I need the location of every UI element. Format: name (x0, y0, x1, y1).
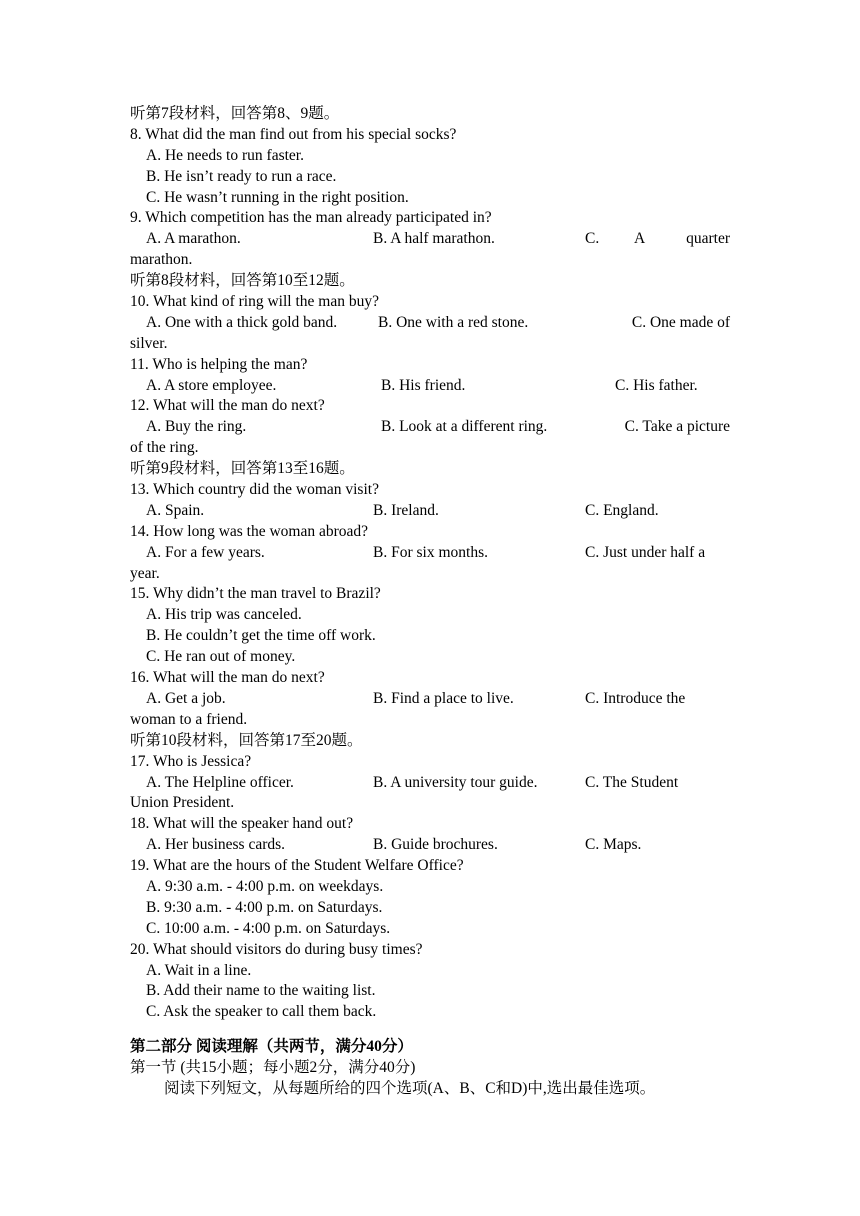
option: B. One with a red stone. (378, 313, 529, 331)
option: A. One with a thick gold band. (146, 313, 338, 331)
instruction: 阅读下列短文，从每题所给的四个选项(A、B、C和D)中,选出最佳选项。 (164, 1079, 656, 1097)
section-header: 听第10段材料，回答第17至20题。 (130, 731, 363, 749)
option-continuation: silver. (130, 334, 168, 352)
option: B. A half marathon. (373, 230, 495, 248)
option: B. Guide brochures. (373, 836, 498, 854)
option-continuation: woman to a friend. (130, 710, 248, 728)
exam-page (130, 104, 730, 1100)
question-stem: 12. What will the man do next? (130, 397, 325, 415)
part-title: 第二部分 阅读理解（共两节，满分40分） (130, 1038, 413, 1056)
option: A. A marathon. (146, 230, 241, 248)
question-stem: 9. Which competition has the man already participated in? (130, 209, 492, 227)
question-stem: 8. What did the man find out from his special socks? (130, 125, 457, 143)
option: C. His father. (615, 376, 698, 394)
question-stem: 15. Why didn’t the man travel to Brazil? (130, 585, 381, 603)
option-row (130, 229, 730, 250)
option: B. Ireland. (373, 501, 439, 519)
question-stem: 11. Who is helping the man? (130, 355, 308, 373)
option: C. Just under half a (585, 543, 706, 561)
option-continuation: year. (130, 564, 160, 582)
question-stem: 14. How long was the woman abroad? (130, 522, 369, 540)
option: A. His trip was canceled. (146, 606, 302, 624)
option: A. Get a job. (146, 689, 226, 707)
section-header: 听第9段材料，回答第13至16题。 (130, 460, 355, 478)
option: A. Buy the ring. (146, 418, 247, 436)
question-stem: 16. What will the man do next? (130, 669, 325, 687)
option-continuation: marathon. (130, 251, 193, 269)
question-stem: 17. Who is Jessica? (130, 752, 252, 770)
option-continuation: of the ring. (130, 439, 199, 457)
option: C. He wasn’t running in the right position. (146, 188, 409, 206)
option: A. A store employee. (146, 376, 277, 394)
option: A. Her business cards. (146, 836, 286, 854)
option: B. Look at a different ring. (381, 418, 548, 436)
option: B. For six months. (373, 543, 488, 561)
option: A. Spain. (146, 501, 205, 519)
option: A (634, 230, 646, 248)
option: C. The Student (585, 773, 679, 791)
option: quarter (686, 230, 730, 248)
option-row (130, 835, 730, 856)
option: B. He couldn’t get the time off work. (146, 627, 376, 645)
section-header: 听第7段材料，回答第8、9题。 (130, 105, 340, 122)
question-stem: 10. What kind of ring will the man buy? (130, 293, 379, 311)
option: B. A university tour guide. (373, 773, 538, 791)
option: C. Take a picture (624, 418, 730, 436)
option-row (130, 773, 730, 794)
option-row (130, 501, 730, 522)
option-row (130, 689, 730, 710)
option: C. Ask the speaker to call them back. (146, 1003, 377, 1021)
question-stem: 20. What should visitors do during busy times? (130, 940, 423, 958)
option: A. Wait in a line. (146, 961, 252, 979)
option: A. He needs to run faster. (146, 146, 304, 164)
option: B. 9:30 a.m. - 4:00 p.m. on Saturdays. (146, 898, 383, 916)
question-stem: 18. What will the speaker hand out? (130, 815, 354, 833)
option: B. Add their name to the waiting list. (146, 982, 376, 1000)
question-stem: 19. What are the hours of the Student Welfare Office? (130, 857, 464, 875)
option: C. He ran out of money. (146, 648, 296, 666)
option-continuation: Union President. (130, 794, 235, 812)
option: C. 10:00 a.m. - 4:00 p.m. on Saturdays. (146, 919, 391, 937)
option-row (130, 313, 730, 334)
option: A. 9:30 a.m. - 4:00 p.m. on weekdays. (146, 877, 384, 895)
option: C. England. (585, 501, 659, 519)
question-stem: 13. Which country did the woman visit? (130, 481, 379, 499)
option-row (130, 417, 730, 438)
option-row (130, 543, 730, 564)
option: B. His friend. (381, 376, 466, 394)
option: C. Maps. (585, 836, 642, 854)
section-header: 听第8段材料，回答第10至12题。 (130, 272, 355, 290)
option-row (130, 376, 730, 397)
option: C. Introduce the (585, 689, 686, 707)
option: C. (585, 230, 600, 248)
option: A. The Helpline officer. (146, 773, 294, 791)
option: C. One made of (631, 313, 730, 331)
option: A. For a few years. (146, 543, 265, 561)
section-title: 第一节 (共15小题；每小题2分，满分40分) (130, 1059, 416, 1077)
option: B. He isn’t ready to run a race. (146, 167, 337, 185)
option: B. Find a place to live. (373, 689, 514, 707)
